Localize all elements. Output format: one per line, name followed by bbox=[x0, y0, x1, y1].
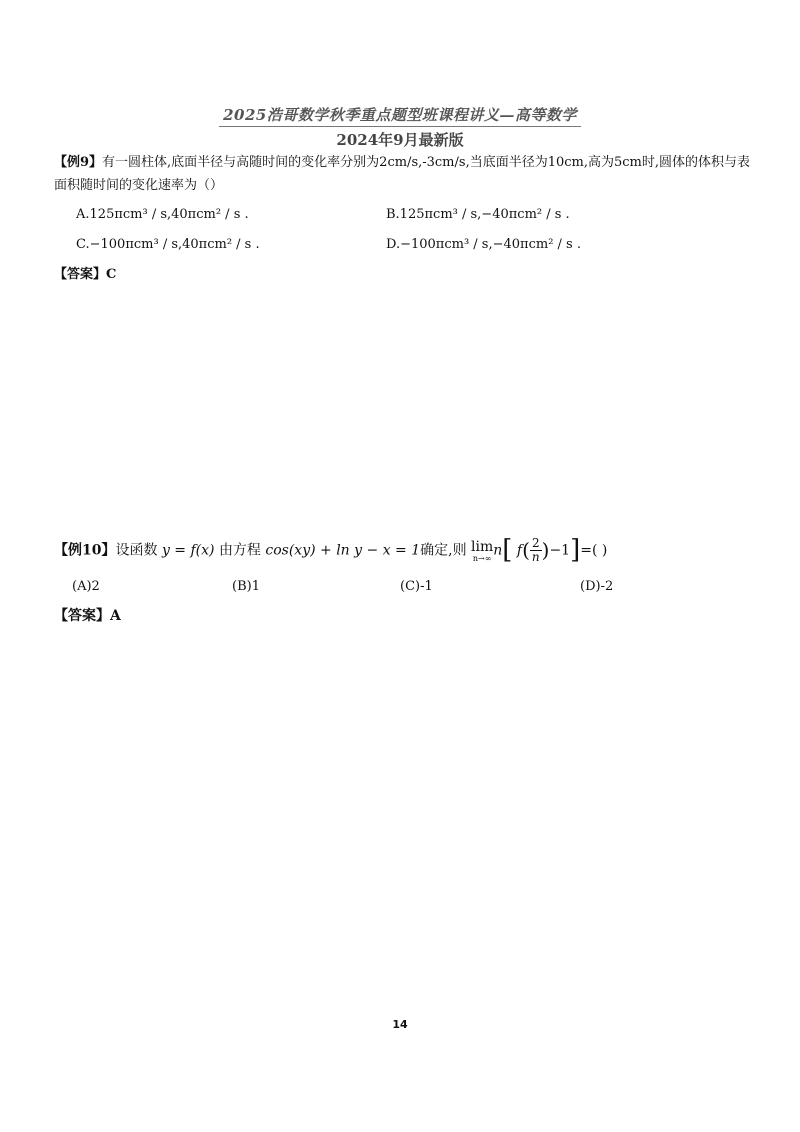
example-10-fix-text: 确定,则 bbox=[420, 542, 467, 559]
example-10-option-d: (D)-2 bbox=[580, 578, 614, 594]
example-9-option-d: D.−100πcm³ / s,−40πcm² / s . bbox=[386, 237, 581, 252]
fraction-2-over-n bbox=[530, 537, 542, 564]
example-10-option-c: (C)-1 bbox=[400, 578, 433, 594]
example-10-options bbox=[54, 575, 754, 605]
minus-one: −1 bbox=[549, 542, 571, 559]
fraction-denominator: n bbox=[531, 550, 540, 564]
example-10-question bbox=[54, 537, 754, 565]
header-date: 2024年9月最新版 bbox=[336, 131, 464, 149]
right-bracket: ] bbox=[570, 535, 581, 565]
example-10-option-a: (A)2 bbox=[72, 578, 100, 594]
example-9-options-row-2 bbox=[54, 233, 754, 263]
left-bracket: [ bbox=[502, 535, 513, 565]
limit-subscript: n→∞ bbox=[472, 553, 492, 563]
example-9 bbox=[54, 151, 754, 286]
example-9-tag: 【例9】 bbox=[54, 155, 103, 170]
example-9-option-c: C.−100πcm³ / s,40πcm² / s . bbox=[76, 237, 260, 252]
header-title: 2025浩哥数学秋季重点题型班课程讲义—高等数学 bbox=[219, 104, 581, 127]
function-f: f bbox=[516, 542, 523, 559]
example-9-options-row-1 bbox=[54, 203, 754, 233]
example-10-lead: 设函数 bbox=[115, 542, 158, 559]
example-9-question-text: 有一圆柱体,底面半径与高随时间的变化率分别为2cm/s,-3cm/s,当底面半径为10cm,高为5cm时,圆体的体积与表面积随时间的变化速率为（） bbox=[54, 155, 750, 193]
limit-expression bbox=[471, 538, 494, 565]
example-9-option-b: B.125πcm³ / s,−40πcm² / s . bbox=[386, 207, 570, 222]
fraction-numerator: 2 bbox=[530, 537, 542, 551]
limit-word: lim bbox=[471, 538, 494, 555]
example-9-answer: 【答案】C bbox=[54, 267, 117, 282]
example-10 bbox=[54, 537, 754, 628]
example-10-answer: 【答案】A bbox=[54, 607, 121, 624]
left-paren: ( bbox=[522, 538, 530, 562]
example-10-equation: cos(xy) + ln y − x = 1 bbox=[265, 542, 421, 559]
example-9-question bbox=[54, 151, 754, 197]
example-9-option-a: A.125πcm³ / s,40πcm² / s . bbox=[76, 207, 249, 222]
example-10-option-b: (B)1 bbox=[232, 578, 260, 594]
example-10-tag: 【例10】 bbox=[54, 542, 116, 559]
page-number: 14 bbox=[392, 1018, 408, 1031]
page-header bbox=[0, 104, 800, 150]
right-paren: ) bbox=[541, 538, 550, 562]
example-10-tail: =( ) bbox=[580, 542, 608, 559]
example-10-function: y = f(x) bbox=[161, 542, 215, 559]
example-10-mid-text: 由方程 bbox=[218, 542, 261, 559]
limit-n: n bbox=[493, 542, 503, 559]
